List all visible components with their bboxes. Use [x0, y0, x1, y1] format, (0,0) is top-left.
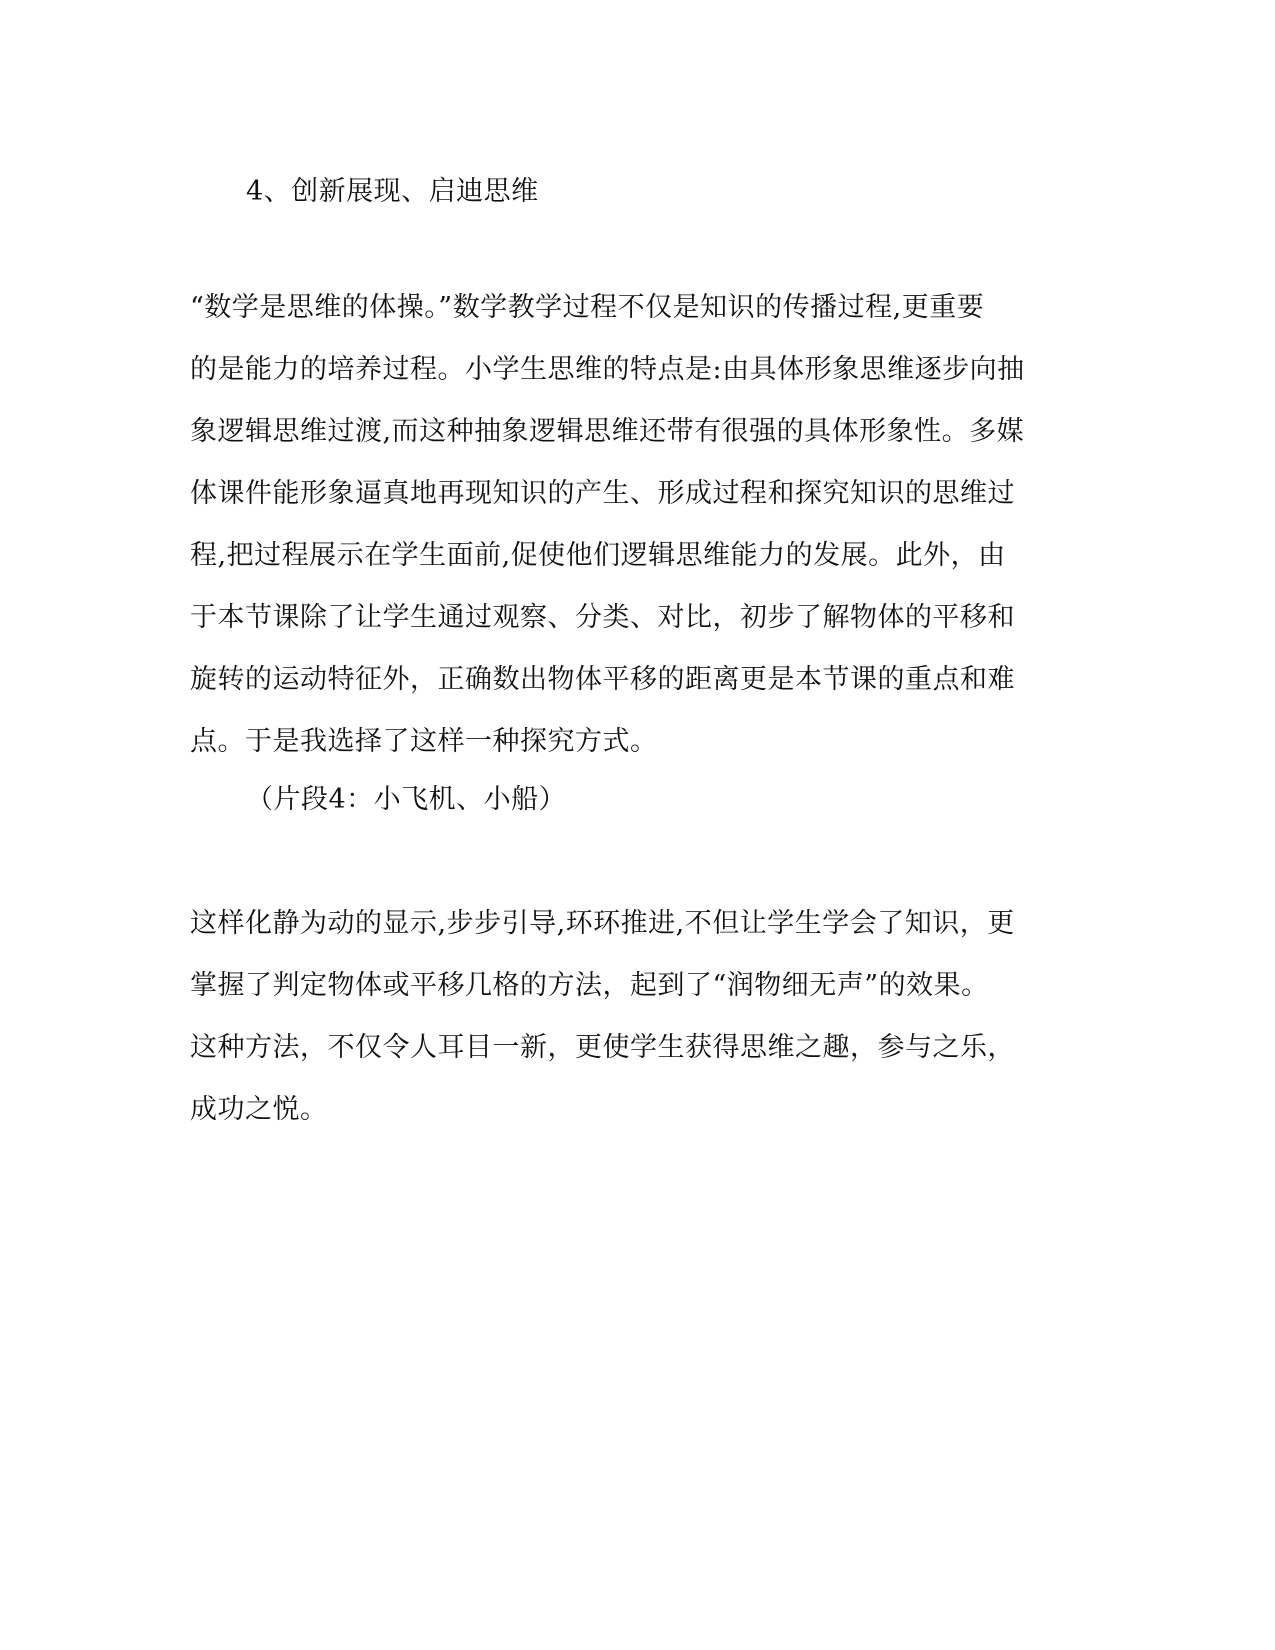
paragraph-1-line: 体课件能形象逼真地再现知识的产生、形成过程和探究知识的思维过: [190, 478, 1015, 509]
paragraph-2-line: 这种方法，不仅令人耳目一新，更使学生获得思维之趣，参与之乐，: [190, 1032, 1015, 1063]
paragraph-1-line: “数学是思维的体操。”数学教学过程不仅是知识的传播过程,更重要: [190, 292, 985, 323]
segment-note: （片段4：小飞机、小船）: [246, 784, 567, 815]
paragraph-2-line: 掌握了判定物体或平移几格的方法，起到了“润物细无声”的效果。: [190, 970, 989, 1001]
paragraph-1-line: 象逻辑思维过渡,而这种抽象逻辑思维还带有很强的具体形象性。多媒: [190, 416, 1025, 447]
paragraph-1-line: 旋转的运动特征外，正确数出物体平移的距离更是本节课的重点和难: [190, 664, 1015, 695]
section-heading: 4、创新展现、启迪思维: [246, 176, 539, 207]
paragraph-2-line: 这样化静为动的显示,步步引导,环环推进,不但让学生学会了知识，更: [190, 908, 1015, 939]
paragraph-1-line: 于本节课除了让学生通过观察、分类、对比，初步了解物体的平移和: [190, 602, 1015, 633]
paragraph-1-line: 点。于是我选择了这样一种探究方式。: [190, 726, 658, 757]
paragraph-1-line: 程,把过程展示在学生面前,促使他们逻辑思维能力的发展。此外，由: [190, 540, 1006, 571]
paragraph-2-line: 成功之悦。: [190, 1094, 328, 1125]
paragraph-1-line: 的是能力的培养过程。小学生思维的特点是:由具体形象思维逐步向抽: [190, 354, 1025, 385]
